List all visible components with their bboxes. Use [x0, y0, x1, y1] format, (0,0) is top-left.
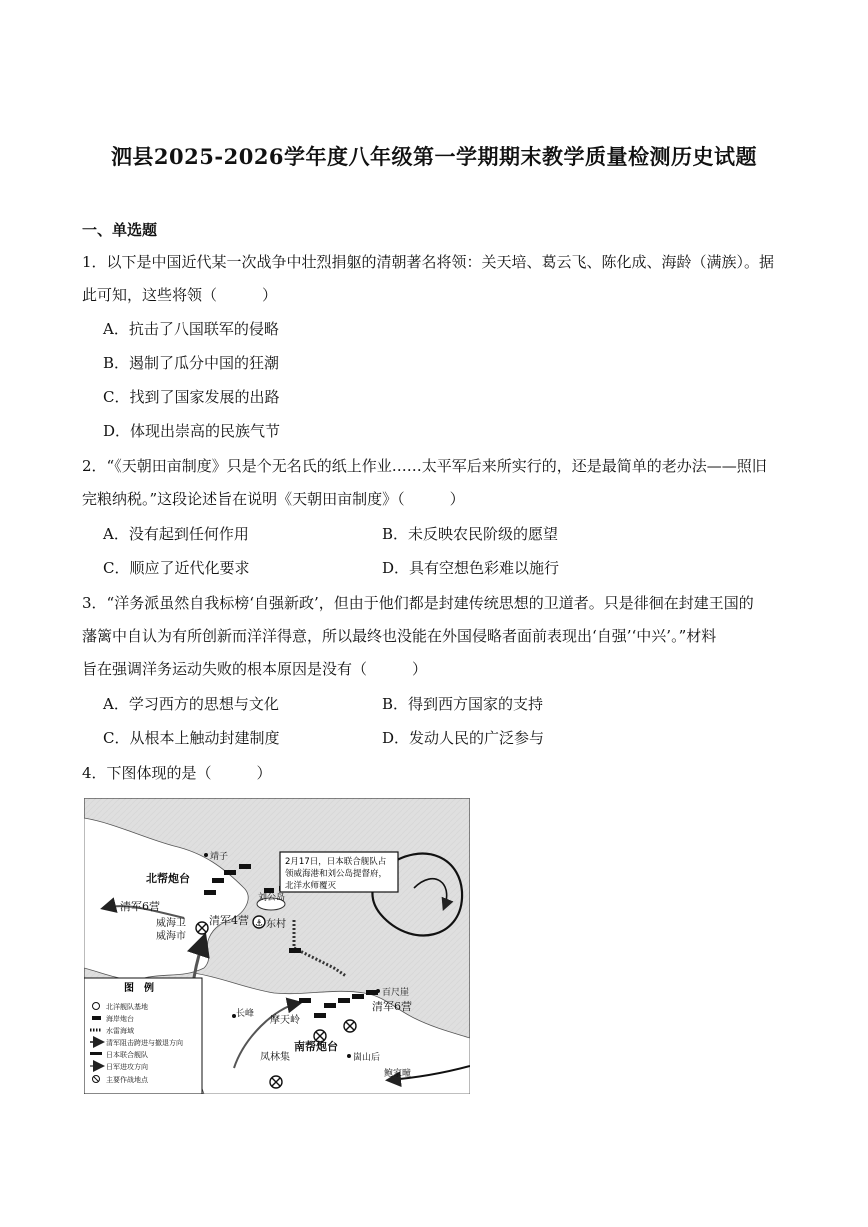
q1-stem-line1: 1．以下是中国近代某一次战争中壮烈捐躯的清朝著名将领：关天培、葛云飞、陈化成、海龄（满族）。据	[82, 253, 775, 271]
label-motianling: 摩天岭	[270, 1015, 300, 1026]
callout-line2: 领威海港和刘公岛提督府，	[285, 869, 388, 879]
q2-option-d: D．具有空想色彩难以施行	[382, 559, 560, 577]
q2-stem-line1: 2．“《天朝田亩制度》只是个无名氏的纸上作业……太平军后来所实行的，还是最简单的老办法——照旧	[82, 457, 767, 475]
label-dongcun: 东村	[266, 919, 286, 930]
q4-stem-line1: 4．下图体现的是（ ）	[82, 764, 272, 782]
label-liugongdao: 刘公岛	[258, 893, 286, 903]
label-nanbang: 南帮炮台	[294, 1040, 338, 1053]
q2-option-c: C．顺应了近代化要求	[103, 559, 250, 577]
svg-text:⚓: ⚓	[255, 919, 264, 929]
callout-line1: 2月17日，日本联合舰队占	[285, 857, 387, 867]
section-heading: 一、单选题	[82, 221, 158, 239]
label-gangshanhou: 崮山后	[353, 1053, 381, 1063]
q2-option-b: B．未反映农民阶级的愿望	[382, 525, 559, 543]
legend-title: 图 例	[124, 983, 154, 994]
label-changfeng: 长峰	[236, 1009, 255, 1019]
q1-option-b: B．遏制了瓜分中国的狂潮	[103, 354, 280, 372]
map-legend	[84, 978, 202, 1094]
legend-item-6: 日军进攻方向	[106, 1063, 148, 1071]
legend-item-4: 清军阻击跨进与撤退方向	[106, 1039, 183, 1047]
q3-stem-line2: 藩篱中自认为有所创新而洋洋得意，所以最终也没能在外国侵略者面前表现出‘自强’‘中兴’。”材料	[82, 627, 717, 645]
weihaiwei-battle-map	[84, 798, 470, 1094]
label-qingjun6-bottom: 清军6营	[372, 1000, 412, 1013]
label-baojiatuan: 鲍家疃	[384, 1069, 412, 1079]
q1-option-a: A．抗击了八国联军的侵略	[103, 320, 279, 338]
label-weihaiwei: 威海卫	[156, 918, 186, 929]
q2-option-a: A．没有起到任何作用	[103, 525, 249, 543]
callout-box	[280, 852, 398, 892]
label-qingjun4: 清军4营	[209, 914, 249, 927]
legend-item-1: 北洋舰队基地	[106, 1003, 148, 1011]
q3-option-a: A．学习西方的思想与文化	[103, 695, 279, 713]
legend-item-3: 水雷海域	[106, 1027, 134, 1035]
q3-option-d: D．发动人民的广泛参与	[382, 729, 545, 747]
legend-item-2: 海岸炮台	[106, 1015, 134, 1023]
legend-item-5: 日本联合舰队	[106, 1051, 148, 1059]
legend-item-7: 主要作战地点	[106, 1076, 148, 1084]
q3-stem-line1: 3．“洋务派虽然自我标榜‘自强新政’，但由于他们都是封建传统思想的卫道者。只是徘徊在封建王国的	[82, 594, 754, 612]
callout-line3: 北洋水师覆灭	[285, 881, 337, 891]
label-baichiya: 百尺崖	[382, 988, 410, 998]
q1-option-d: D．体现出崇高的民族气节	[103, 422, 281, 440]
label-beibang: 北帮炮台	[146, 872, 190, 885]
label-qingjun6-top: 清军6营	[120, 900, 160, 913]
q1-option-c: C．找到了国家发展的出路	[103, 388, 280, 406]
label-fenglinji: 凤林集	[260, 1052, 290, 1063]
q2-stem-line2: 完粮纳税。”这段论述旨在说明《天朝田亩制度》（ ）	[82, 490, 465, 508]
q3-stem-line3: 旨在强调洋务运动失败的根本原因是没有（ ）	[82, 660, 428, 678]
q3-option-c: C．从根本上触动封建制度	[103, 729, 280, 747]
q1-stem-line2: 此可知，这些将领（ ）	[82, 286, 278, 304]
page-title: 泗县2025-2026学年度八年级第一学期期末教学质量检测历史试题	[110, 144, 758, 169]
label-jingzi: 靖子	[210, 852, 229, 862]
q3-option-b: B．得到西方国家的支持	[382, 695, 544, 713]
label-weihaishi: 威海市	[156, 931, 186, 942]
